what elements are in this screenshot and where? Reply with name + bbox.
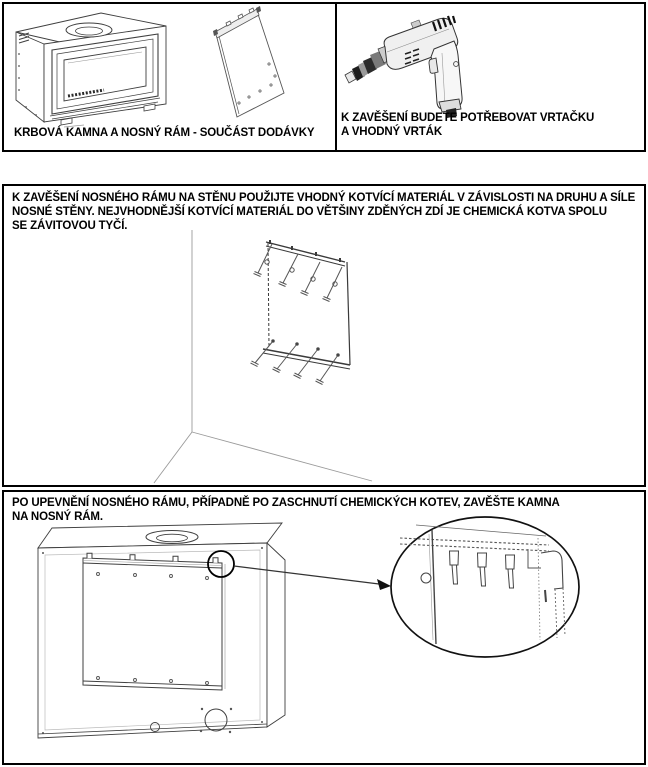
anchoring-text-line3: SE ZÁVITOVOU TYČÍ.	[12, 220, 128, 232]
anchoring-text-line1: K ZAVĚŠENÍ NOSNÉHO RÁMU NA STĚNU POUŽIJTE VHODNÝ KOTVÍCÍ MATERIÁL V ZÁVISLOSTI NA DRUHU A SÍLE	[12, 192, 636, 204]
drill-trigger	[429, 58, 438, 73]
top-anchor-screws	[254, 244, 343, 302]
wall-anchoring-illustration	[4, 186, 644, 485]
panel-hanging	[2, 490, 646, 765]
tools-caption	[341, 112, 594, 139]
panel-anchoring	[2, 184, 646, 487]
hanging-text-line1: PO UPEVNĚNÍ NOSNÉHO RÁMU, PŘÍPADNĚ PO ZASCHNUTÍ CHEMICKÝCH KOTEV, ZAVĚŠTE KAMNA	[12, 497, 560, 509]
wall-corner	[154, 230, 372, 483]
anchoring-text-line2: NOSNÉ STĚNY. NEJVHODNĚJŠÍ KOTVÍCÍ MATERIÁL DO VĚTŠINY ZDĚNÝCH ZDÍ JE CHEMICKÁ KOTVA SPOLU	[12, 206, 607, 218]
panel-delivery	[4, 4, 335, 150]
hanging-text-line2: NA NOSNÝ RÁM.	[12, 511, 103, 523]
rear-mounting-plate	[83, 553, 225, 690]
stove-rear-flue	[146, 531, 198, 544]
drill-illustration	[339, 7, 489, 121]
frame-on-wall	[263, 240, 350, 369]
mounting-frame-illustration	[200, 4, 310, 132]
tools-caption-line1: K ZAVĚŠENÍ BUDETE POTŘEBOVAT VRTAČKU	[341, 112, 595, 124]
fireplace-stove-illustration	[6, 6, 176, 128]
stove-flue-collar	[66, 23, 112, 37]
panel-tools	[337, 4, 644, 150]
tools-caption-line2: A VHODNÝ VRTÁK	[341, 125, 442, 138]
drill-chuck	[345, 46, 392, 83]
panel-delivery-and-tools	[2, 2, 646, 152]
detail-ellipse	[391, 517, 579, 657]
callout-arrowhead	[377, 579, 391, 590]
stove-rear-illustration	[4, 492, 644, 763]
detail-callout	[234, 517, 579, 657]
delivery-caption: KRBOVÁ KAMNA A NOSNÝ RÁM - SOUČÁST DODÁVKY	[14, 127, 315, 139]
bottom-anchor-screws	[251, 340, 340, 385]
